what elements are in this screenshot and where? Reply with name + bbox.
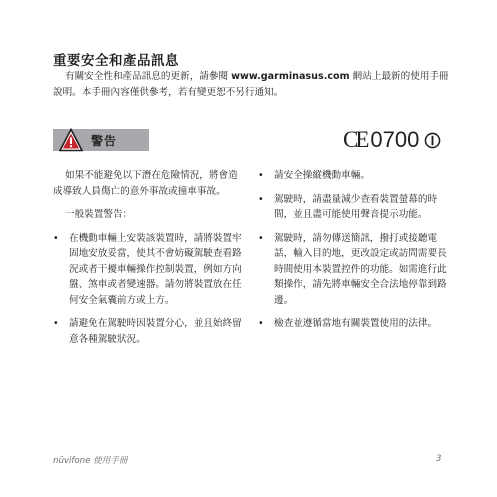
left-bullet-list bbox=[53, 231, 245, 348]
left-column bbox=[53, 168, 245, 355]
list-item: • 檢查並遵循當地有關裝置使用的法律。 bbox=[258, 316, 453, 332]
list-item: • 在機動車輛上安裝該裝置時，請將裝置牢固地安放妥當，使其不會妨礙駕駛查看路況或者干擾車輛操作控制裝置，例如方向盤、煞車或者變速器。請勿將裝置放在任何安全氣囊前方或上方。 bbox=[53, 231, 245, 309]
warning-label: 警告 bbox=[91, 133, 118, 148]
alert-circle-icon bbox=[424, 132, 441, 149]
warning-heading bbox=[53, 125, 117, 155]
certification-mark bbox=[343, 127, 441, 153]
website-url: www.garminasus.com bbox=[231, 71, 350, 82]
right-column bbox=[258, 168, 453, 340]
list-item: • 請避免在駕駛時因裝置分心，並且始終留意各種駕駛狀況。 bbox=[53, 316, 245, 347]
general-warnings-heading: 一般裝置警告： bbox=[65, 209, 133, 220]
hazard-paragraph: 如果不能避免以下潛在危險情況，將會造成導致人員傷亡的意外事故或撞車事故。 bbox=[53, 170, 238, 197]
notified-body-number: 0700 bbox=[370, 127, 420, 152]
intro-paragraph bbox=[53, 69, 453, 100]
intro-text-after: 網站上最新的使用手冊說明。本手冊內容僅供參考，若有變更恕不另行通知。 bbox=[53, 71, 449, 98]
warning-triangle-icon bbox=[59, 128, 83, 152]
page-title: 重要安全和產品訊息 bbox=[53, 53, 179, 69]
intro-text-before: 有關安全性和產品訊息的更新，請參閱 bbox=[65, 71, 232, 82]
list-item: • 駕駛時，請勿傳送簡訊，撥打或接聽電話，輸入目的地，更改設定或訪問需要長時間使用本裝置控件的功能。如需進行此類操作，請先將車輛安全合法地停靠到路邊。 bbox=[258, 231, 453, 309]
page-number: 3 bbox=[436, 454, 442, 464]
right-bullet-list bbox=[258, 168, 453, 332]
list-item: • 請安全操縱機動車輛。 bbox=[258, 168, 453, 184]
ce-mark: CE bbox=[343, 127, 367, 152]
footer-manual-name: nüvifone 使用手冊 bbox=[53, 456, 128, 466]
list-item: • 駕駛時，請盡量減少查看裝置螢幕的時間，並且盡可能使用聲音提示功能。 bbox=[258, 192, 453, 223]
